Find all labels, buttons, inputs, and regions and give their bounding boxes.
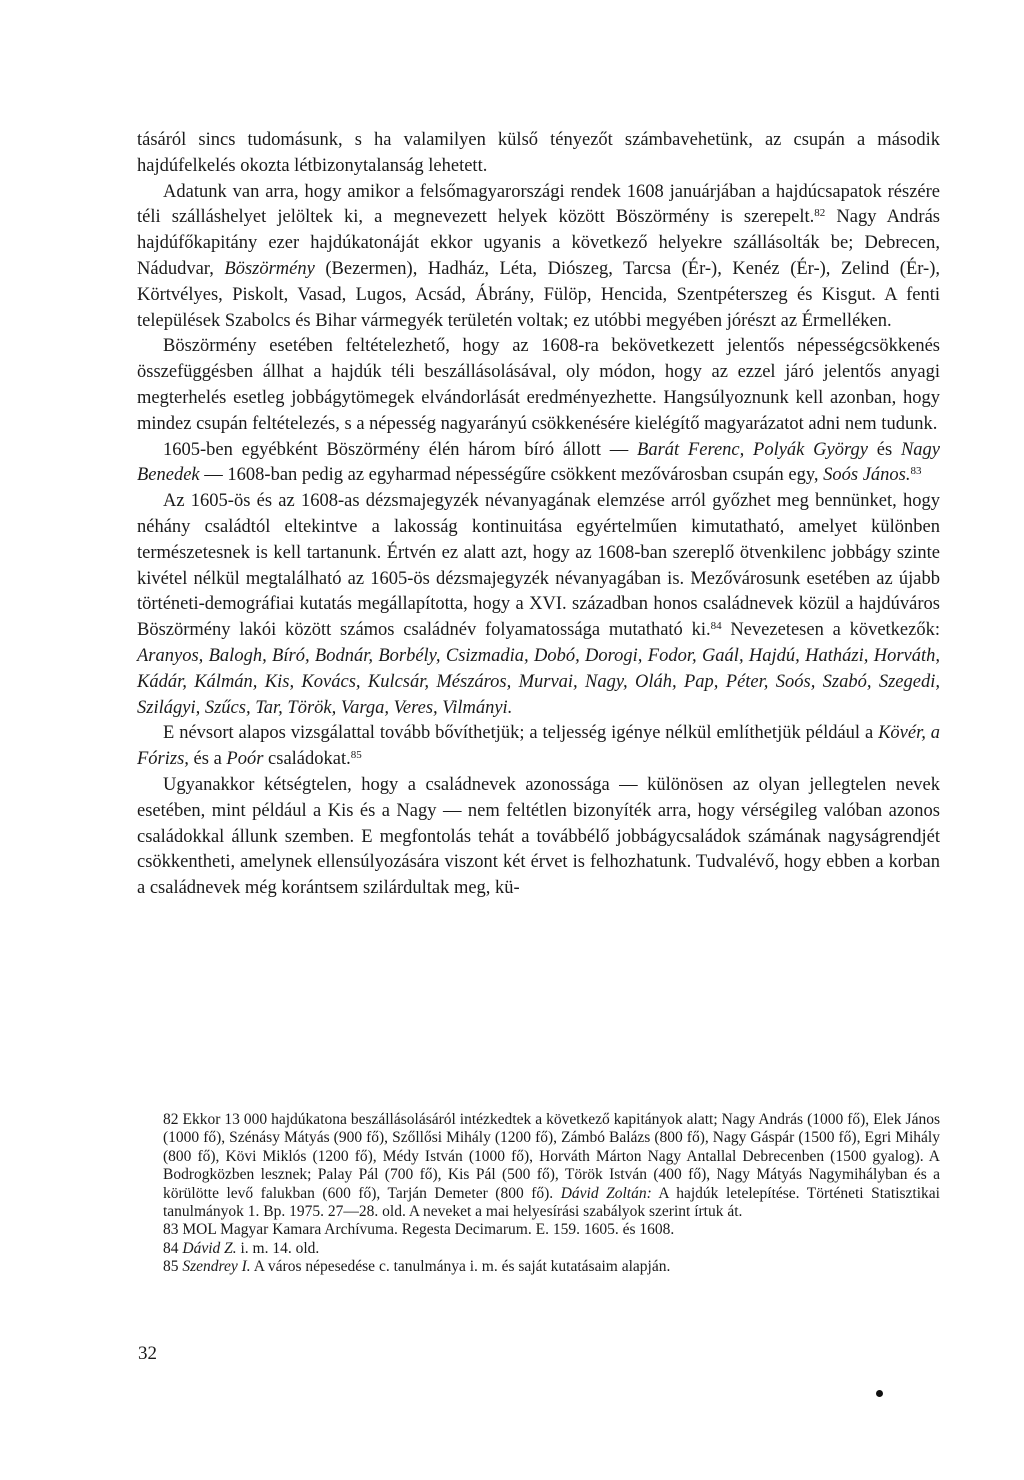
- italic-text: Dávid Z.: [182, 1239, 237, 1257]
- text-run: A város népesedése c. tanulmánya i. m. és saját kutatásaim alapján.: [250, 1258, 671, 1276]
- footnote: [163, 1111, 940, 1221]
- text-run: családokat.: [263, 749, 351, 770]
- page-number: 32: [138, 1343, 157, 1364]
- text-run: Nagy András hajdúfőkapitány ezer hajdúkatonáját ekkor ugyanis a következő helyekre szállásolták be; Debrecen, Nádudvar,: [137, 207, 941, 279]
- footnote: [163, 1221, 940, 1239]
- main-text: [137, 128, 940, 902]
- text-run: — 1608-ban pedig az egyharmad népességűre csökkent mezővárosban csupán egy,: [199, 465, 824, 486]
- text-run: Ugyanakkor kétségtelen, hogy a családnevek azonossága — különösen az olyan jellegtelen nevek esetében, mint például a Kis és a Nagy — nem feltétlen bizonyíték arra, hogy vérségileg valóban azonos családokkal állunk szemben. E megfontolás tehát a továbbélő jobbágycsaládok számának nagyságrendjét csökkentheti, amelynek ellensúlyozására viszont két érvet is felhozhatunk. Tudvalévő, hogy ebben a korban a családnevek még korántsem szilárdultak meg, kü-: [137, 774, 940, 899]
- text-run: 84: [163, 1239, 183, 1257]
- footnote-ref: 83: [910, 465, 922, 478]
- italic-text: Soós János.: [823, 465, 911, 486]
- footnote-ref: 82: [814, 207, 826, 220]
- italic-text: Nagy Benedek: [137, 439, 940, 486]
- text-run: 83 MOL Magyar Kamara Archívuma. Regesta Decimarum. E. 159. 1605. és 1608.: [163, 1221, 675, 1239]
- paragraph: [137, 128, 940, 180]
- footnote-ref: 84: [710, 620, 722, 633]
- text-run: tásáról sincs tudomásunk, s ha valamilyen külső tényezőt számbavehetünk, az csupán a második hajdúfelkelés okozta létbizonytalanság lehetett.: [137, 130, 940, 176]
- text-run: Az 1605-ös és az 1608-as dézsmajegyzék névanyagának elemzése arról győzhet meg bennünket, hogy néhány családtól eltekintve a lakosság kontinuitása egyértelműen kimutatható, amelyet különben természetesnek is kell tartanunk. Értvén ez alatt azt, hogy az 1608-ban szereplő ötvenkilenc jobbágy szinte kivétel nélkül megtalálható az 1605-ös dézsmajegyzék névanyagában is. Mezővárosunk esetében az újabb történeti-demográfiai kutatás megállapította, hogy a XVI. században honos családnevek közül a hajdúváros Böszörmény lakói között számos családnév folyamatossága mutatható ki.: [137, 491, 940, 641]
- text-run: E névsort alapos vizsgálattal tovább bővíthetjük; a teljesség igénye nélkül említhetjük például a: [163, 723, 879, 744]
- italic-text: Dávid Zoltán:: [560, 1184, 652, 1202]
- text-run: Böszörmény esetében feltételezhető, hogy az 1608-ra bekövetkezett jelentős népességcsökkenés összefüggésben állhat a hajdúk téli beszállásolásával, oly módon, hogy az ezzel járó jelentős anyagi megterhelés esetleg jobbágytömegek elvándorlását eredményezhette. Hangsúlyoznunk kell azonban, hogy mindez csupán feltételezés, s a népesség nagyarányú csökkenésére kielégítő magyarázatot adni nem tudunk.: [137, 336, 940, 434]
- footnote: [163, 1240, 940, 1258]
- footnote-ref: 85: [350, 749, 362, 762]
- text-run: A hajdúk letelepítése. Történeti Statisztikai tanulmányok 1. Bp. 1975. 27—28. old. A neveket a mai helyesírási szabályok szerint írtuk át.: [163, 1184, 940, 1221]
- italic-text: Kövér, a Fórizs,: [137, 723, 940, 770]
- text-run: 82 Ekkor 13 000 hajdúkatona beszállásolásáról intézkedtek a következő kapitányok alatt; Nagy András (1000 fő), Elek János (1000 fő), Szénásy Mátyás (900 fő), Szőllősi Mihály (1200 fő), Zámbó Balázs (800 fő), Nagy Gáspár (1500 fő), Egri Mihály (800 fő), Kövi Miklós (1200 fő), Médy István (1000 fő), Horváth Márton Nagy Antallal Debrecenben (1500 gyalog). A Bodrogközben lesznek; Palay Pál (700 fő), Kis Pál (500 fő), Török István (400 fő), Nagy Mátyás Nagymihályban és a körülötte levő falukban (600 fő), Tarján Demeter (800 fő).: [163, 1111, 940, 1202]
- text-run: (Bezermen), Hadház, Léta, Diószeg, Tarcsa (Ér-), Kenéz (Ér-), Zelind (Ér-), Körtvélyes, Piskolt, Vasad, Lugos, Acsád, Ábrány, Fülöp, Hencida, Szentpéterszeg és Kisgut. A fenti települések Szabolcs és Bihar vármegyék területén voltak; ez utóbbi megyében jórészt az Érmelléken.: [137, 258, 940, 331]
- paragraph: [137, 489, 940, 721]
- italic-text: Szendrey I.: [182, 1258, 251, 1276]
- italic-text: Aranyos, Balogh, Bíró, Bodnár, Borbély, Csizmadia, Dobó, Dorogi, Fodor, Gaál, Hajdú, Hatházi, Horváth, Kádár, Kálmán, Kis, Kovács, Kulcsár, Mészáros, Murvai, Nagy, Oláh, Pap, Péter, Soós, Szabó, Szegedi, Szilágyi, Szűcs, Tar, Török, Varga, Veres, Vilmányi.: [137, 645, 940, 718]
- paragraph: [137, 721, 940, 773]
- italic-text: Böszörmény: [224, 258, 315, 279]
- text-run: és: [867, 439, 901, 460]
- bullet-mark: [876, 1390, 883, 1397]
- text-run: i. m. 14. old.: [236, 1239, 320, 1257]
- paragraph: [137, 180, 940, 335]
- italic-text: Poór: [226, 749, 264, 770]
- text-run: Adatunk van arra, hogy amikor a felsőmagyarországi rendek 1608 januárjában a hajdúcsapatok részére téli szálláshelyet jelöltek ki, a megnevezett helyek között Böszörmény is szerepelt.: [137, 181, 940, 228]
- text-run: és a: [188, 749, 227, 770]
- text-run: Nevezetesen a következők:: [721, 620, 940, 641]
- text-run: 85: [163, 1258, 183, 1276]
- text-run: 1605-ben egyébként Böszörmény élén három bíró állott —: [163, 439, 638, 460]
- footnote: [163, 1258, 940, 1276]
- paragraph: [137, 773, 940, 902]
- paragraph: [137, 334, 940, 437]
- italic-text: Barát Ferenc, Polyák György: [637, 439, 868, 460]
- paragraph: [137, 438, 940, 490]
- footnotes: [163, 1111, 940, 1277]
